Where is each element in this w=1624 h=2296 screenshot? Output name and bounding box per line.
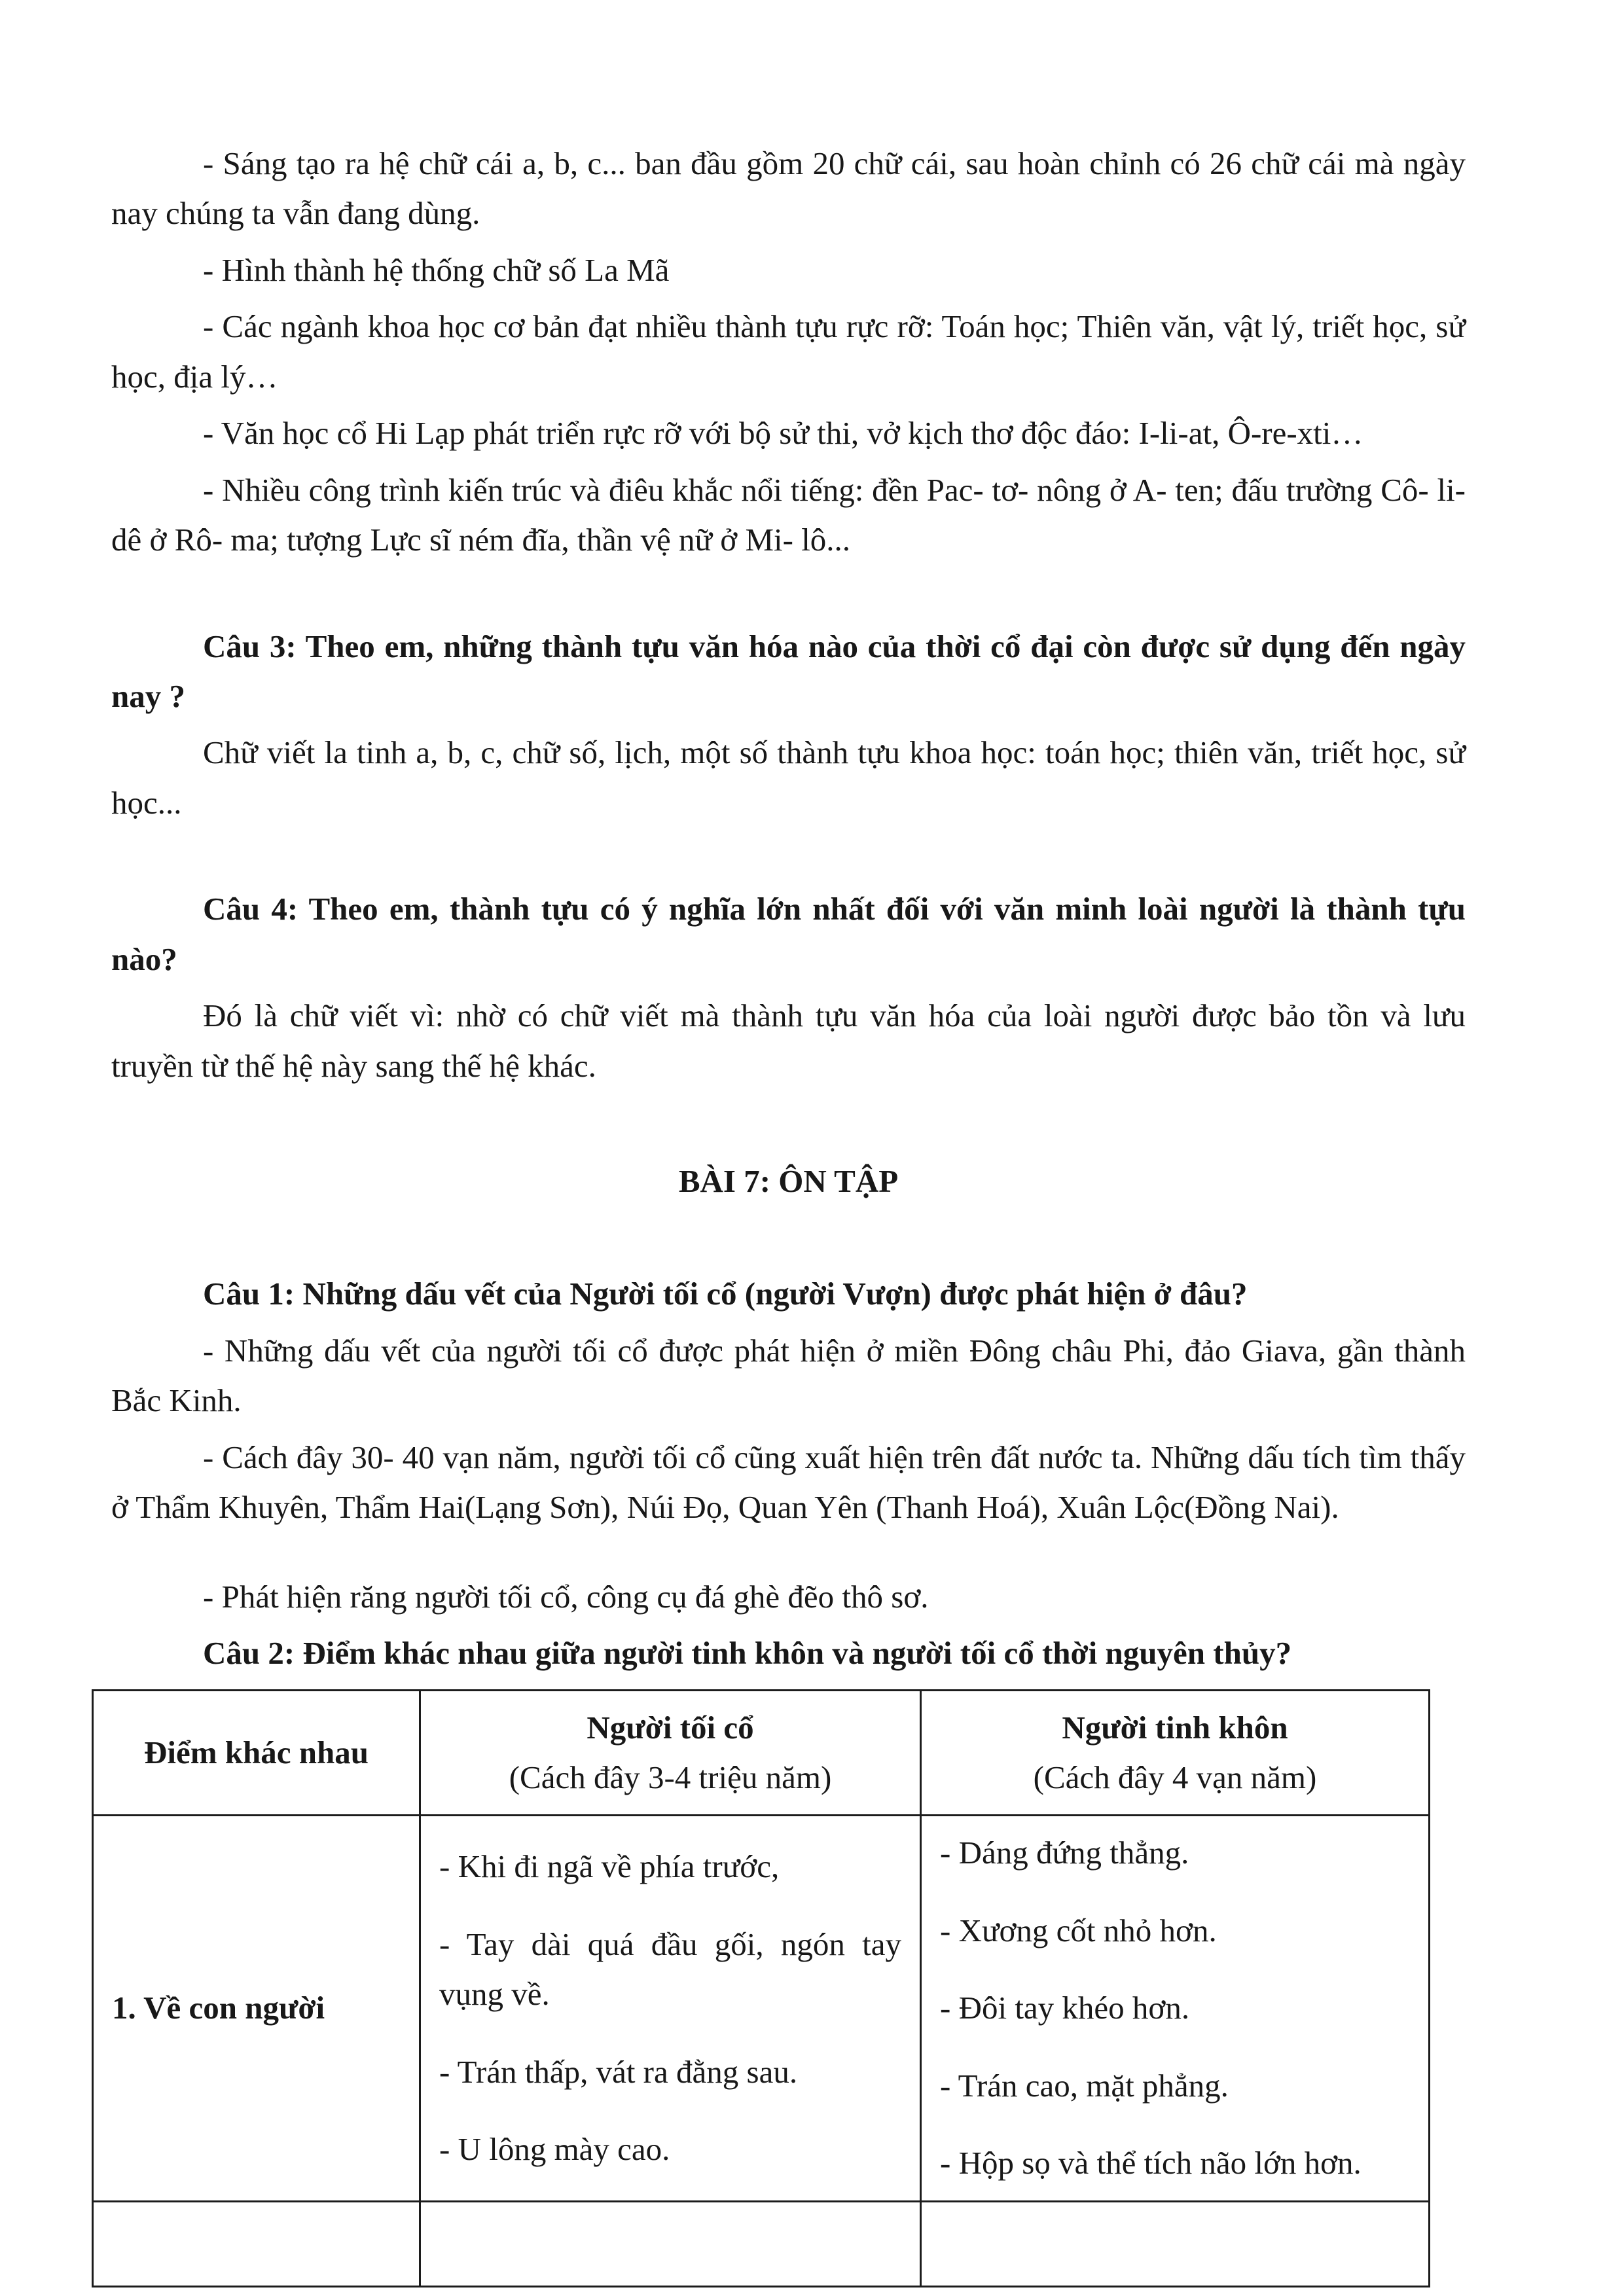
header-cell-criteria: Điểm khác nhau — [93, 1690, 420, 1816]
header-cell-tinh-khon — [921, 1690, 1430, 1816]
header-tinh-khon-subtitle: (Cách đây 4 vạn năm) — [1033, 1759, 1317, 1795]
toi-co-item: - Trán thấp, vát ra đằng sau. — [439, 2053, 798, 2090]
paragraph-literature: - Văn học cổ Hi Lạp phát triển rực rỡ với bộ sử thi, vở kịch thơ độc đáo: I-li-at, Ô-re-xti… — [203, 415, 1363, 452]
header-toi-co-subtitle: (Cách đây 3-4 triệu năm) — [509, 1759, 832, 1795]
tinh-khon-item: - Dáng đứng thẳng. — [940, 1835, 1189, 1871]
cell-tinh-khon — [921, 1816, 1430, 2201]
header-toi-co-title: Người tối cổ — [586, 1709, 754, 1746]
question-1-answer-3: - Phát hiện răng người tối cổ, công cụ đá ghè đẽo thô sơ. — [203, 1578, 929, 1615]
tinh-khon-item: - Đôi tay khéo hơn. — [940, 1990, 1190, 2026]
question-1-heading: Câu 1: Những dấu vết của Người tối cổ (người Vượn) được phát hiện ở đâu? — [203, 1276, 1248, 1312]
cell-toi-co — [420, 1816, 921, 2201]
header-tinh-khon-title: Người tinh khôn — [1062, 1709, 1288, 1746]
question-2-heading: Câu 2: Điểm khác nhau giữa người tinh khôn và người tối cổ thời nguyên thủy? — [203, 1635, 1292, 1672]
tinh-khon-item: - Xương cốt nhỏ hơn. — [940, 1912, 1217, 1948]
question-1-answer-1: - Những dấu vết của người tối cổ được phát hiện ở miền Đông châu Phi, đảo Giava, gần thành Bắc Kinh. — [111, 1332, 1466, 1419]
partial-cell-criteria — [93, 2201, 420, 2286]
tinh-khon-item: - Trán cao, mặt phẳng. — [940, 2067, 1229, 2104]
paragraph-alphabet: - Sáng tạo ra hệ chữ cái a, b, c... ban đầu gồm 20 chữ cái, sau hoàn chỉnh có 26 chữ cái mà ngày nay chúng ta vẫn đang dùng. — [111, 145, 1466, 232]
question-4-heading: Câu 4: Theo em, thành tựu có ý nghĩa lớn nhất đối với văn minh loài người là thành tựu nào? — [111, 891, 1466, 977]
question-3-answer: Chữ viết la tinh a, b, c, chữ số, lịch, một số thành tựu khoa học: toán học; thiên văn, triết học, sử học... — [111, 734, 1466, 821]
table-row-con-nguoi — [93, 1816, 1430, 2201]
paragraph-roman-numerals: - Hình thành hệ thống chữ số La Mã — [203, 251, 670, 288]
toi-co-item: - Tay dài quá đầu gối, ngón tay vụng về. — [439, 1926, 901, 2013]
row-criteria-label: 1. Về con người — [93, 1816, 420, 2201]
toi-co-item: - U lông mày cao. — [439, 2131, 670, 2168]
lesson-title: BÀI 7: ÔN TẬP — [678, 1163, 899, 1199]
question-4-answer: Đó là chữ viết vì: nhờ có chữ viết mà thành tựu văn hóa của loài người được bảo tồn và lưu truyền từ thế hệ này sang thế hệ khác. — [111, 997, 1466, 1084]
comparison-table — [92, 1689, 1430, 2287]
partial-cell-toi-co — [420, 2201, 921, 2286]
paragraph-sciences: - Các ngành khoa học cơ bản đạt nhiều thành tựu rực rỡ: Toán học; Thiên văn, vật lý, triết học, sử học, địa lý… — [111, 308, 1466, 395]
table-row-partial — [93, 2201, 1430, 2286]
header-cell-toi-co — [420, 1690, 921, 1816]
question-3-heading: Câu 3: Theo em, những thành tựu văn hóa nào của thời cổ đại còn được sử dụng đến ngày nay ? — [111, 628, 1466, 714]
question-1-answer-2: - Cách đây 30- 40 vạn năm, người tối cổ cũng xuất hiện trên đất nước ta. Những dấu tích tìm thấy ở Thẩm Khuyên, Thẩm Hai(Lạng Sơn), Núi Đọ, Quan Yên (Thanh Hoá), Xuân Lộc(Đồng Nai). — [111, 1439, 1466, 1526]
paragraph-architecture: - Nhiều công trình kiến trúc và điêu khắc nổi tiếng: đền Pac- tơ- nông ở A- ten; đấu trường Cô- li- dê ở Rô- ma; tượng Lực sĩ ném đĩa, thần vệ nữ ở Mi- lô... — [111, 471, 1466, 558]
tinh-khon-item: - Hộp sọ và thể tích não lớn hơn. — [940, 2145, 1362, 2181]
toi-co-item: - Khi đi ngã về phía trước, — [439, 1848, 780, 1885]
partial-cell-tinh-khon — [921, 2201, 1430, 2286]
table-header-row — [93, 1690, 1430, 1816]
